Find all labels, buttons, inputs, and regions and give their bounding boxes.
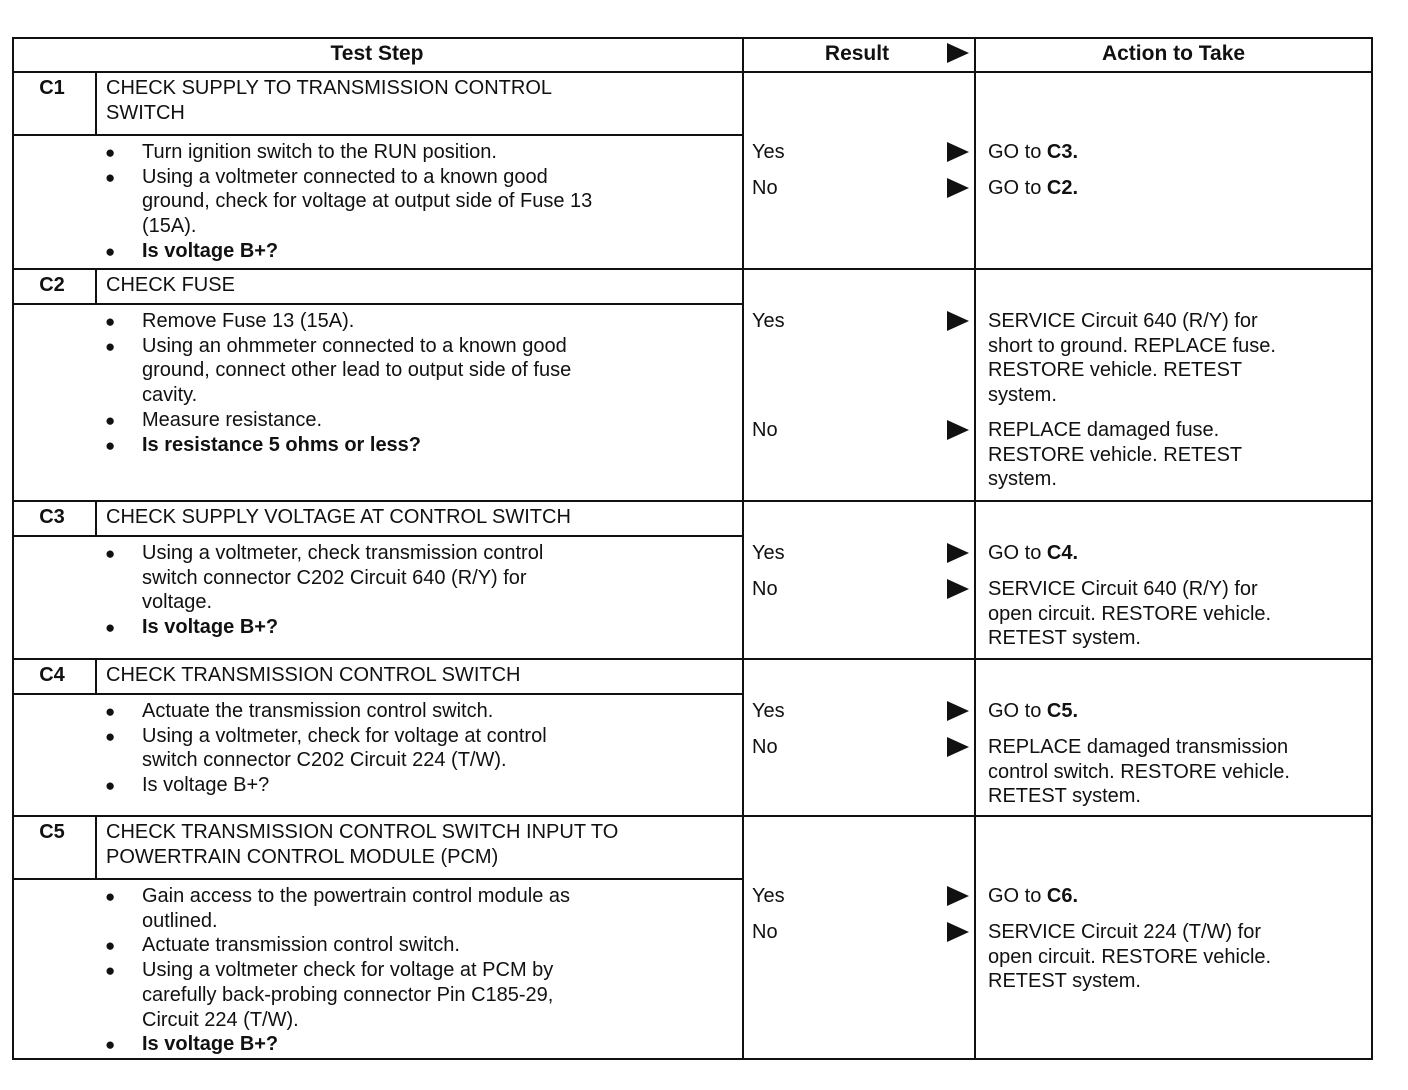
step-id-divider [95, 268, 97, 303]
bullet-icon: ● [105, 776, 116, 796]
result-yes: Yes [752, 141, 785, 163]
bullet-text: Is voltage B+? [142, 774, 270, 797]
action-text: REPLACE damaged transmission [988, 736, 1289, 758]
bullet-text: (15A). [142, 215, 197, 238]
bullet-icon: ● [105, 143, 116, 162]
bullet-text: Is resistance 5 ohms or less? [142, 433, 422, 456]
table-right-border [1371, 37, 1373, 1060]
section-divider [12, 268, 1373, 270]
step-title: CHECK TRANSMISSION CONTROL SWITCH [106, 664, 521, 686]
result-yes: Yes [752, 885, 785, 907]
step-title: CHECK SUPPLY TO TRANSMISSION CONTROL [106, 77, 553, 99]
result-no: No [752, 921, 778, 943]
action-text: GO to C4. [988, 542, 1079, 564]
action-text: GO to C6. [988, 885, 1079, 907]
bullet-icon: ● [105, 312, 116, 331]
bullet-text: Is voltage B+? [142, 616, 279, 639]
step-title: POWERTRAIN CONTROL MODULE (PCM) [106, 845, 499, 868]
bullet-icon: ● [105, 241, 116, 261]
action-text: SERVICE Circuit 640 (R/Y) for [988, 578, 1258, 600]
action-text: GO to C5. [988, 700, 1079, 722]
table-bottom-border [12, 1058, 1373, 1060]
action-text: RESTORE vehicle. RETEST [988, 359, 1243, 382]
bullet-text: ground, check for voltage at output side of Fuse 13 [142, 190, 593, 213]
step-id: C3 [39, 506, 65, 528]
arrow-right-icon [947, 178, 969, 198]
bullet-icon: ● [105, 544, 116, 563]
step-id-divider [95, 71, 97, 134]
bullet-text: Actuate the transmission control switch. [142, 700, 494, 722]
arrow-right-icon [947, 420, 969, 440]
action-text: SERVICE Circuit 640 (R/Y) for [988, 310, 1258, 332]
action-text: RETEST system. [988, 970, 1141, 993]
header-result: Result [824, 42, 890, 65]
step-title: CHECK FUSE [106, 274, 235, 296]
title-bottom-line [12, 693, 742, 695]
bullet-text: outlined. [142, 909, 218, 932]
bullet-text: Is voltage B+? [142, 1033, 279, 1056]
action-text: open circuit. RESTORE vehicle. [988, 602, 1272, 625]
bullet-icon: ● [105, 936, 116, 956]
result-no: No [752, 736, 778, 758]
result-no: No [752, 177, 778, 199]
table-top-border [12, 37, 1373, 39]
bullet-text: Gain access to the powertrain control module as [142, 885, 570, 907]
step-id: C1 [39, 77, 65, 99]
arrow-right-icon [947, 579, 969, 599]
action-text: control switch. RESTORE vehicle. [988, 760, 1290, 783]
action-text: short to ground. REPLACE fuse. [988, 334, 1276, 357]
table-left-border [12, 37, 14, 1060]
arrow-right-icon [947, 737, 969, 757]
action-text: GO to C3. [988, 141, 1079, 163]
action-text: system. [988, 384, 1057, 407]
step-id: C4 [39, 664, 65, 686]
action-text: GO to C2. [988, 177, 1079, 199]
section-divider [12, 658, 1373, 660]
result-no: No [752, 418, 778, 441]
action-text: open circuit. RESTORE vehicle. [988, 945, 1272, 968]
arrow-right-icon [947, 311, 969, 331]
action-text: system. [988, 468, 1057, 491]
action-text: SERVICE Circuit 224 (T/W) for [988, 921, 1262, 943]
bullet-icon: ● [105, 961, 116, 981]
bullet-text: Using a voltmeter check for voltage at PCM by [142, 959, 554, 982]
action-column-divider [974, 37, 976, 1060]
result-yes: Yes [752, 700, 785, 722]
bullet-text: Remove Fuse 13 (15A). [142, 310, 355, 332]
bullet-text: Is voltage B+? [142, 239, 279, 262]
bullet-text: ground, connect other lead to output side of fuse [142, 359, 572, 382]
bullet-text: Measure resistance. [142, 408, 323, 431]
section-divider [12, 500, 1373, 502]
bullet-text: Turn ignition switch to the RUN position. [142, 141, 497, 163]
title-bottom-line [12, 535, 742, 537]
result-no: No [752, 578, 778, 600]
header-test-step: Test Step [330, 42, 424, 65]
header-arrow-icon [947, 43, 969, 63]
title-bottom-line [12, 134, 742, 136]
bullet-icon: ● [105, 410, 116, 430]
arrow-right-icon [947, 142, 969, 162]
bullet-text: switch connector C202 Circuit 640 (R/Y) for [142, 566, 527, 589]
arrow-right-icon [947, 701, 969, 721]
bullet-icon: ● [105, 1035, 116, 1055]
bullet-text: Using a voltmeter, check transmission control [142, 542, 544, 564]
bullet-text: Actuate transmission control switch. [142, 934, 460, 957]
bullet-text: Using an ohmmeter connected to a known good [142, 334, 567, 357]
bullet-text: Circuit 224 (T/W). [142, 1008, 299, 1031]
diagnostic-table [12, 37, 1373, 1060]
title-bottom-line [12, 303, 742, 305]
bullet-icon: ● [105, 702, 116, 721]
step-id-divider [95, 815, 97, 878]
title-bottom-line [12, 878, 742, 880]
action-text: RETEST system. [988, 785, 1141, 808]
bullet-text: Using a voltmeter, check for voltage at control [142, 724, 547, 747]
arrow-right-icon [947, 922, 969, 942]
step-id-divider [95, 658, 97, 693]
action-text: REPLACE damaged fuse. [988, 418, 1220, 441]
step-title: CHECK SUPPLY VOLTAGE AT CONTROL SWITCH [106, 506, 571, 528]
bullet-text: voltage. [142, 591, 213, 614]
action-text: RESTORE vehicle. RETEST [988, 443, 1243, 466]
bullet-text: switch connector C202 Circuit 224 (T/W). [142, 749, 507, 772]
bullet-icon: ● [105, 336, 116, 356]
step-title: CHECK TRANSMISSION CONTROL SWITCH INPUT TO [106, 821, 619, 843]
bullet-icon: ● [105, 887, 116, 906]
header-bottom-line [12, 71, 1373, 73]
header-action: Action to Take [1101, 42, 1246, 65]
step-id-divider [95, 500, 97, 535]
bullet-icon: ● [105, 167, 116, 187]
step-id: C5 [39, 821, 65, 843]
bullet-icon: ● [105, 726, 116, 746]
result-column-divider [742, 37, 744, 1060]
step-title: SWITCH [106, 101, 185, 124]
action-text: RETEST system. [988, 627, 1141, 650]
arrow-right-icon [947, 886, 969, 906]
section-divider [12, 815, 1373, 817]
result-yes: Yes [752, 310, 785, 332]
bullet-icon: ● [105, 435, 116, 455]
arrow-right-icon [947, 543, 969, 563]
bullet-text: Using a voltmeter connected to a known good [142, 165, 548, 188]
bullet-text: carefully back-probing connector Pin C185-29, [142, 983, 554, 1006]
step-id: C2 [39, 274, 65, 296]
bullet-text: cavity. [142, 384, 198, 407]
bullet-icon: ● [105, 618, 116, 638]
result-yes: Yes [752, 542, 785, 564]
